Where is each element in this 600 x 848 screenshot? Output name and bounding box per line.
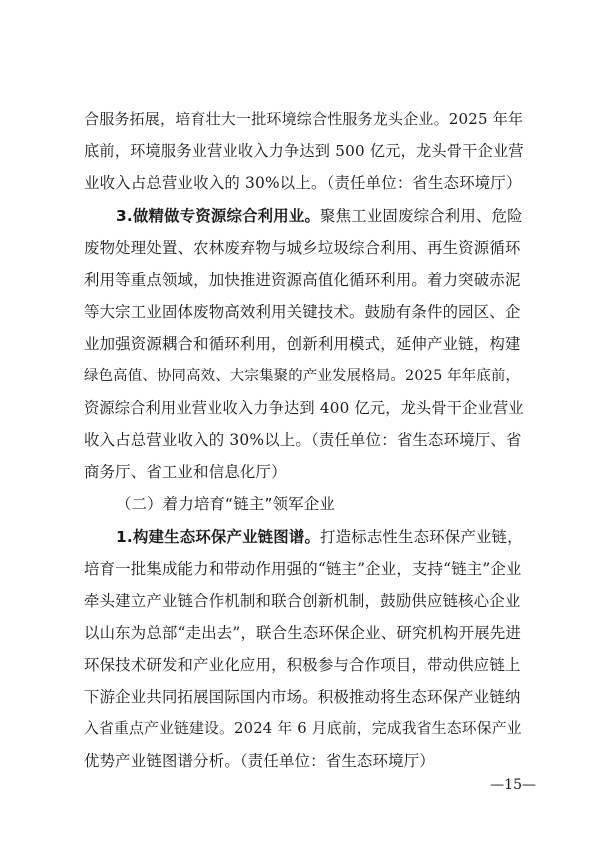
paragraph-line: 废物处理处置、农林废弃物与城乡垃圾综合利用、再生资源循环	[84, 239, 521, 257]
item-1-heading: 1.构建生态环保产业链图谱。	[116, 528, 321, 546]
paragraph-line: 利用等重点领域，加快推进资源高值化循环利用。着力突破赤泥	[84, 271, 521, 289]
paragraph-line: 入省重点产业链建设。2024 年 6 月底前，完成我省生态环保产业	[84, 720, 522, 737]
page-number: —15—	[490, 777, 536, 793]
paragraph-line: 环保技术研发和产业化应用，积极参与合作项目，带动供应链上	[84, 656, 521, 674]
item-3-first-line	[116, 206, 524, 226]
item-3-text: 聚焦工业固废综合利用、危险	[320, 207, 523, 225]
paragraph-line: 以山东为总部“走出去”，联合生态环保企业、研究机构开展先进	[84, 624, 522, 642]
paragraph-line: 收入占总营业收入的 30%以上。（责任单位：省生态环境厅、省	[84, 431, 522, 449]
section-heading: （二）着力培育“链主”领军企业	[116, 495, 336, 513]
paragraph-line: 下游企业共同拓展国际国内市场。积极推动将生态环保产业链纳	[84, 688, 521, 706]
paragraph-line: 业加强资源耦合和循环利用，创新利用模式，延伸产业链，构建	[84, 335, 521, 353]
paragraph-line: 合服务拓展，培育壮大一批环境综合性服务龙头企业。2025 年年	[84, 110, 524, 128]
item-1-text: 打造标志性生态环保产业链，	[320, 528, 523, 546]
paragraph-line: 底前，环境服务业营业收入力争达到 500 亿元，龙头骨干企业营	[84, 142, 524, 160]
item-1-first-line	[116, 527, 524, 547]
paragraph-line: 绿色高值、协同高效、大宗集聚的产业发展格局。2025 年年底前，	[84, 368, 521, 384]
item-3-heading: 3.做精做专资源综合利用业。	[116, 207, 321, 225]
paragraph-line: 培育一批集成能力和带动作用强的“链主”企业，支持“链主”企业	[84, 560, 522, 578]
paragraph-line: 业收入占总营业收入的 30%以上。（责任单位：省生态环境厅）	[84, 174, 522, 192]
paragraph-line: 资源综合利用业营业收入力争达到 400 亿元，龙头骨干企业营业	[84, 399, 524, 417]
paragraph-line: 优势产业链图谱分析。（责任单位：省生态环境厅）	[84, 752, 435, 770]
paragraph-line: 牵头建立产业链合作机制和联合创新机制，鼓励供应链核心企业	[84, 592, 521, 610]
paragraph-line: 等大宗工业固体废物高效利用关键技术。鼓励有条件的园区、企	[84, 303, 521, 321]
paragraph-line: 商务厅、省工业和信息化厅）	[84, 463, 287, 481]
